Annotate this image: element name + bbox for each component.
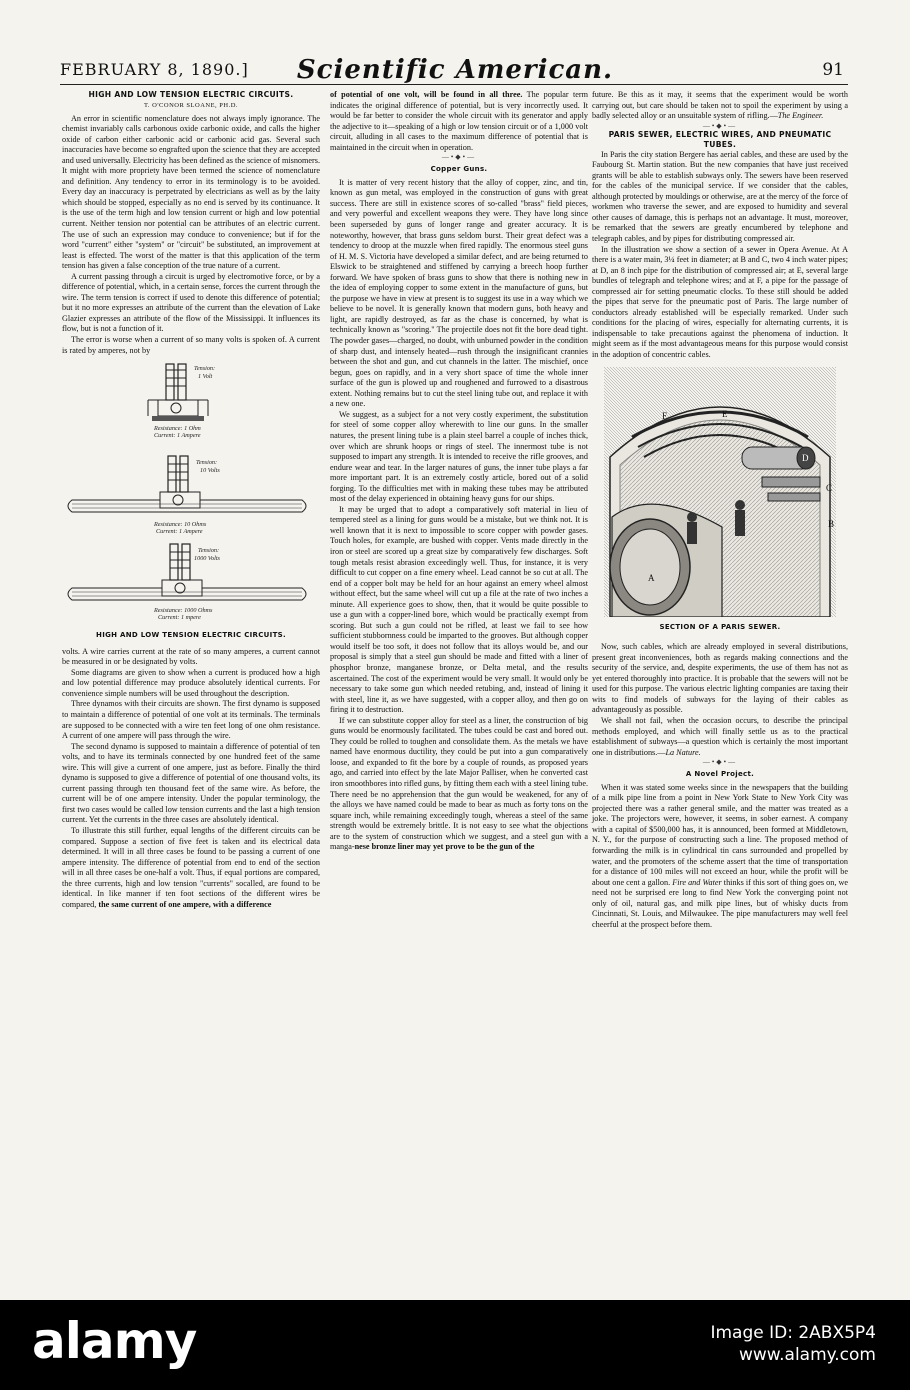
article-title-copper-guns: Copper Guns. bbox=[430, 165, 488, 174]
sewer-label-f: F bbox=[662, 410, 668, 421]
paragraph bbox=[592, 716, 848, 758]
section-divider: —•◆•— bbox=[702, 121, 738, 130]
issue-date: FEBRUARY 8, 1890.] bbox=[60, 60, 249, 79]
sewer-illustration bbox=[592, 367, 848, 617]
column-2 bbox=[330, 90, 588, 853]
column-1 bbox=[62, 90, 320, 910]
paragraph-text: We shall not fail, when the occasion occurs, to describe the principal methods employed, and which will finally settle us as to the practical establishment of subways—a question which is certainly the most important one in distributions.— bbox=[592, 715, 848, 757]
paragraph: The second dynamo is supposed to maintain a difference of potential of ten volts, and to have its terminals connected by one hundred feet of the same wire. This will give a current of one ampere, just as before. Finally the third dynamo is supposed to give a difference of potential of one thousand volts, its current passing through ten thousand feet of the same wire. As before, the current will be of one ampere intensity. Under the popular terminology, the first two cases would be called low tension currents and the last a high tension current. Yet the currents in the three cases are absolutely identical. bbox=[62, 741, 320, 825]
dynamo-diagram bbox=[62, 356, 320, 628]
source-credit: The Engineer. bbox=[777, 111, 824, 121]
paragraph: A current passing through a circuit is urged by electromotive force, or by a difference of potential, which, in a certain sense, forces the current through the wire. The term tension is correct if used to denote this difference of potential; but it no more expresses an attribute of the current than the elevation of Lake Glazier expresses an attribute of the flow of the Mississippi. It influences its flow, but is not a function of it. bbox=[62, 271, 320, 334]
dynamo-3-current: Current: 1 mpere bbox=[158, 614, 201, 622]
image-id-block bbox=[710, 1322, 876, 1366]
source-credit: La Nature. bbox=[665, 747, 701, 757]
paragraph-text: The popular term indicates the original difference of potential, but is very incorrectly used. It would be far better to consider the whole circuit with its generator and apply the adjective to it—speaking of a high or low tension circuit or of a 1,000 volt circuit, alluding in all cases to the maximum difference of potential that is maintained in the circuit when in operation. bbox=[330, 90, 588, 152]
page-number: 91 bbox=[822, 60, 844, 80]
paragraph: It may be urged that to adopt a comparatively soft material in lieu of tempered steel as a lining for guns would be a mistake, but we think not. It is well known that it is next to impossible to score copper with powder gases. Touch holes, for example, are bushed with copper. Vents made directly in the iron or steel are scored up a great size by comparatively few discharges. Soft tough metals resist abrasion exceedingly well. Thus, for instance, it is very difficult to cut copper on a fine emery wheel. Lead cannot be so cut at all. The end of a copper bolt may be held for an hour against an emery wheel almost without effect, but the same wheel will cut up a file at the rate of two inches a minute. All experience goes to show, then, that it would be quite possible to use a gun with a copper-lined bore, which would be practically exempt from scoring. But such a gun could not be rifled, at least we fail to see how sufficient stubbornness could be imparted to the grooves. But although copper would itself be too soft, it does not follow that its alloys would be, and our proposal is simply that a steel gun should be made and fitted with a liner of phosphor bronze, manganese bronze, or Delta metal, and the results ascertained. The cost of the experiment would be very small. It would only be necessary to take some gun which needed retubing, and, instead of lining it with steel, line it, as we have suggested, with a copper alloy, and then go on firing it to destruction. bbox=[330, 504, 588, 715]
alamy-logo: alamy bbox=[32, 1312, 197, 1370]
dynamo-figure bbox=[62, 356, 320, 628]
site-url: www.alamy.com bbox=[738, 1345, 876, 1365]
paragraph-bold-text: the same current of one ampere, with a difference bbox=[98, 899, 272, 909]
dynamo-3-volts: 1000 Volts bbox=[194, 555, 220, 563]
paragraph bbox=[330, 716, 588, 853]
masthead-title: Scientific American. bbox=[296, 55, 614, 85]
paragraph: Now, such cables, which are already employed in several distributions, present great inconveniences, both as regards making connections and the security of the service, and, despite experiments, the use of them has not as yet entered thoroughly into practice. It is probable that the sewers will not be used for this purpose. The various electric lighting companies are taxing their wits to find models of subways for the laying of their cables as advantageously as possible. bbox=[592, 642, 848, 715]
sewer-label-a: A bbox=[648, 572, 655, 583]
paragraph bbox=[330, 90, 588, 153]
header-rule bbox=[60, 84, 848, 85]
article-title-paris-sewer: PARIS SEWER, ELECTRIC WIRES, AND PNEUMATIC TUBES. bbox=[608, 129, 832, 149]
paragraph bbox=[592, 783, 848, 931]
sewer-section-drawing bbox=[592, 367, 848, 617]
paragraph-text: If we can substitute copper alloy for steel as a liner, the construction of big guns would be enormously facilitated. The tubes could be cast and bored out. They could be rolled to toughen and consolidate them. As the metals we have named have enormous ductility, they could be put into a gun comparatively loose, and expanded to fit the bore by a couple of rounds, as proposed years ago, and carried into effect by the late Major Palliser, when he converted cast iron smoothbores into rifled guns, by fitting them each with a steel lining tube. There need be no apprehension that the gun would be weakened, for any of the alloys we have named could be made to bear as much as forty tons on the square inch, while remaining exceedingly tough, whereas a steel of the same strength would be extremely brittle. It is not easy to see what the objections are to the system of construction which we suggest, and a steel gun with a manga- bbox=[330, 715, 588, 852]
dynamo-2-volts: 10 Volts bbox=[200, 467, 220, 475]
paragraph-text: When it was stated some weeks since in the newspapers that the building of a milk pipe line from a point in New York State to New York City was projected there was a rather general smile, and the matter was treated as a joke. The projectors were, however, it seems, in sober earnest. A company with a capital of $500,000 has, it is announced, been formed at Middletown, N. Y., for the purpose of constructing such a line. The proposed method of forwarding the milk is in cylindrical tin cans surrounded and propelled by water, and the promoters of the scheme assert that the time of transportation for a distance of 100 miles will not exceed an hour, while the profit will be about one cent a gallon. bbox=[592, 782, 848, 887]
paragraph: It is matter of very recent history that the alloy of copper, zinc, and tin, known as gun metal, was employed in the construction of guns with great success. There are still in existence scores of so-called "brass" field pieces, and very powerful and excellent weapons they were. They have long since been superseded by guns of longer range and greater accuracy. It is noteworthy, however, that brass guns seldom burst. Their great defect was a tendency to droop at the muzzle when fired rapidly. The enormous steel guns of H. M. S. Victoria have developed a similar defect, and are being returned to Elswick to be straightened and stiffened by carrying a breech hoop further forward. We have spoken of brass guns to show that there is nothing new in the idea of employing copper to some extent in the manufacture of guns, but the purpose we have in view at present is to suggest its use in a way which we believe to be novel. It is generally known that modern guns, both heavy and light, are rapidly destroyed, as far as the chase is concerned, by what is technically known as "scoring." The projectile does not fit the bore dead tight. The powder gases—charged, no doubt, with unburned powder in the condition of sharp dust, and intensely heated—rush through the insignificant crannies between the shot and gun, and cut channels in the latter. The mischief, once begun, goes on rapidly, and in a very short space of time the whole inner surface of the gun is plowed up and roughened and furrowed to a disastrous extent. Nothing remains but to cut the steel lining tube out, and replace it with a new one. bbox=[330, 177, 588, 409]
sewer-label-e: E bbox=[722, 408, 728, 419]
paragraph-text: thinks if this sort of thing goes on, we need not be surprised ere long to find New York the converging point not only of oil, natural gas, and milk pipe lines, but of whisky ducts from Cincinnati, St. Louis, and Milwaukee. The pipe manufacturers may well feel cheerful at the prospect before them. bbox=[592, 877, 849, 929]
dynamo-2-current: Current: 1 Ampere bbox=[156, 528, 203, 536]
article-title-tension: HIGH AND LOW TENSION ELECTRIC CIRCUITS. bbox=[88, 90, 294, 99]
dynamo-3 bbox=[68, 544, 306, 621]
paragraph: In the illustration we show a section of a sewer in Opera Avenue. At A there is a water main, 3¼ feet in diameter; at B and C, two 4 inch water pipes; at D, an 8 inch pipe for the distribution of compressed air; at E, several large bundles of telegraph and telephone wires; and at F, a pipe for the passage of compressed air for setting pneumatic clocks. To these still should be added the pipes that serve for the pneumatic post of Paris. The large number of conductors already established will be especially remarked. Under such conditions for the placing of wires, especially for alternating currents, it is indispensable to take precautions against the phenomena of induction. It might seem as if the most advantageous means for this purpose would consist in the adoption of concentric cables. bbox=[592, 244, 848, 360]
publication-name: Fire and Water bbox=[672, 877, 722, 887]
article-byline: T. O'CONOR SLOANE, PH.D. bbox=[143, 102, 239, 109]
dynamo-2 bbox=[68, 456, 306, 535]
dynamo-1-tension: Tension: bbox=[194, 365, 216, 373]
dynamo-1-current: Current: 1 Ampere bbox=[154, 432, 201, 440]
figure-caption-sewer: SECTION OF A PARIS SEWER. bbox=[659, 622, 781, 631]
paragraph-text: To illustrate this still further, equal lengths of the different circuits can be compared. Suppose a section of five feet is taken and its electrical data determined. It will in all three cases be found to be passing a current of one ampere intensity. The difference of potential from end to end of the section will in all three cases be one-half a volt. Thus, if equal portions are compared, the three currents, high and low tension "currents" socalled, are found to be identical. In like manner if ten foot sections of the different wires be compared, bbox=[62, 825, 320, 909]
dynamo-1 bbox=[148, 364, 215, 439]
paragraph-text: future. Be this as it may, it seems that the experiment would be worth carrying out, but care should be taken not to spoil the experiment by using a badly selected alloy or an unsuitable system of rifling.— bbox=[592, 90, 848, 121]
paragraph: The error is worse when a current of so many volts is spoken of. A current is rated by amperes, not by bbox=[62, 335, 320, 355]
dynamo-3-resistance: Resistance: 1000 Ohms bbox=[154, 607, 213, 615]
dynamo-1-resistance: Resistance: 1 Ohm bbox=[154, 425, 201, 433]
paragraph: Three dynamos with their circuits are shown. The first dynamo is supposed to maintain a difference of potential of one volt at its terminals. The terminals are supposed to be connected with a wire ten feet long of one ohm resistance. A current of one ampere will pass through the wire. bbox=[62, 699, 320, 741]
section-divider: —•◆•— bbox=[441, 153, 477, 162]
sewer-label-c: C bbox=[826, 482, 833, 493]
dynamo-2-resistance: Resistance: 10 Ohms bbox=[154, 521, 207, 529]
article-title-novel-project: A Novel Project. bbox=[685, 770, 755, 779]
dynamo-2-tension: Tension: bbox=[196, 459, 218, 467]
dynamo-1-volts: 1 Volt bbox=[198, 373, 213, 381]
paragraph bbox=[592, 90, 848, 122]
paragraph-bold-text: nese bronze liner may yet prove to be the gun of the bbox=[354, 842, 535, 852]
section-divider: —•◆•— bbox=[702, 758, 738, 767]
paragraph: Some diagrams are given to show when a current is produced how a high and low potential difference may produce absolutely identical currents. For convenience simple numbers will be used throughout the description. bbox=[62, 667, 320, 698]
paragraph-bold-text: of potential of one volt, will be found in all three. bbox=[330, 90, 523, 99]
paragraph: An error in scientific nomenclature does not always imply ignorance. The chemist invariably calls carbonous oxide carbonic oxide, and calls the higher oxide of carbon either carbonic acid or carbonic acid gas. Several such inaccuracies have become so engrafted upon the science that they are accepted and used universally. Electricity has been defined as the science of misnomers. It might with more propriety have been termed the science of nomenclature and definition. Any tendency to error in its terminology is to be avoided. Every day an inaccuracy is perpetrated by electricians as well as by the laity which should be stopped, especially as no end is served by its continuance. It is the use of the term high and low tension current or high and low potential current. Neither tension nor potential can be attributes of an electric current. The use of such an expression may conduce to convenience; but if for the word "current" either "system" or "circuit" be substituted, an improvement at least is effected. The worst of the matter is that this application of the term tension has given a false conception of the true nature of a current. bbox=[62, 113, 320, 271]
sewer-label-b: B bbox=[828, 518, 835, 529]
paragraph bbox=[62, 826, 320, 910]
image-id: Image ID: 2ABX5P4 bbox=[710, 1323, 876, 1343]
figure-caption-dynamos: HIGH AND LOW TENSION ELECTRIC CIRCUITS. bbox=[96, 631, 286, 640]
paragraph: volts. A wire carries current at the rate of so many amperes, a current cannot be measured in or be designated by volts. bbox=[62, 646, 320, 667]
column-3 bbox=[592, 90, 848, 930]
dynamo-3-tension: Tension: bbox=[198, 547, 220, 555]
sewer-label-d: D bbox=[802, 452, 809, 463]
paragraph: We suggest, as a subject for a not very costly experiment, the substitution for steel of some copper alloy wherewith to line our guns. In the smaller natures, the present lining tube is a plain steel barrel a couple of inches thick, over which are shrunk hoops or rings of steel. The innermost tube is not supposed to impart any strength. It is intended to receive the rifle grooves, and endure wear and tear. In the larger natures of guns, the inner tube plays a far more important part. It is an extremely costly article, bored out of a solid forging. To the difficulties met with in making these tubes may be attributed most of the delay experienced in obtaining heavy guns for our ships. bbox=[330, 409, 588, 504]
paragraph: In Paris the city station Bergere has aerial cables, and these are used by the Faubourg St. Martin station. But the new companies that have just received grants will be able to establish subways only. The sewers have been reserved for the cables of the municipal service. If we consider that the cables, although protected by mouldings or otherwise, are at the mercy of the force of workmen who traverse the sewer, and are exposed to humidity and several other causes of damage, this is perhaps not an advantage. It must, moreover, be remarked that the sewers are greatly encumbered by telephone and telegraph cables, and by pipes for distributing compressed air. bbox=[592, 149, 848, 244]
